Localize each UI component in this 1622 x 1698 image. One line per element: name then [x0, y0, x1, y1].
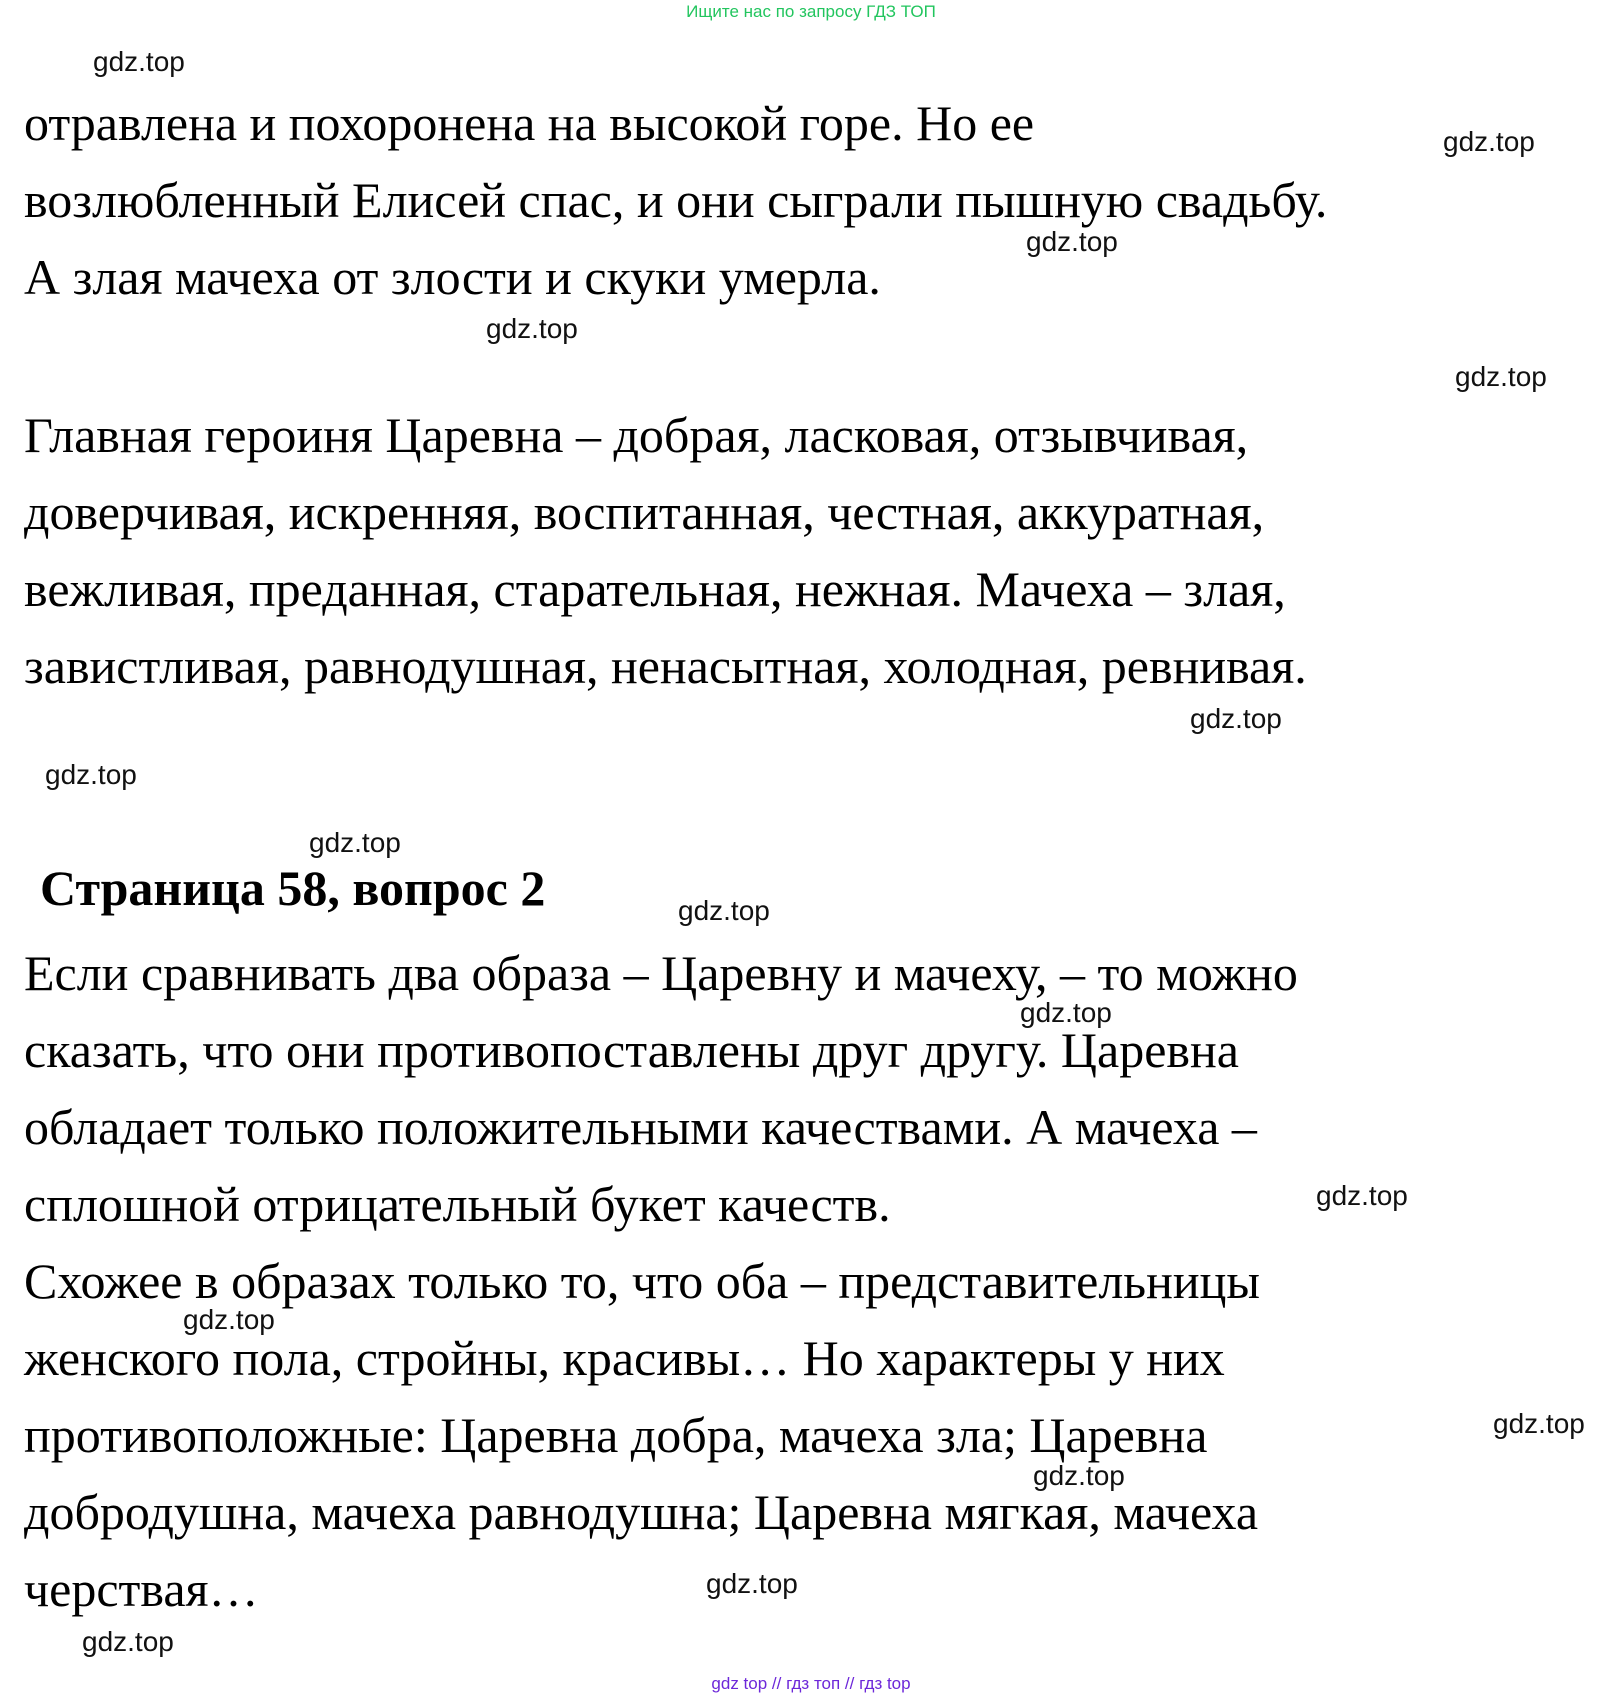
watermark: gdz.top: [486, 313, 578, 344]
watermark: gdz.top: [1190, 703, 1282, 734]
watermark: gdz.top: [309, 827, 401, 858]
paragraph-comparison: [24, 935, 1614, 1628]
paragraph-story-ending: [24, 85, 1614, 316]
watermark: gdz.top: [678, 895, 770, 926]
paragraph-characters: [24, 397, 1614, 705]
text-line: Схожее в образах только то, что оба – представительницы: [24, 1253, 1260, 1309]
text-line: доверчивая, искренняя, воспитанная, честная, аккуратная,: [24, 484, 1265, 540]
text-line: отравлена и похоронена на высокой горе. Но ее: [24, 95, 1035, 151]
watermark: gdz.top: [82, 1626, 174, 1657]
text-line: Главная героиня Царевна – добрая, ласковая, отзывчивая,: [24, 407, 1249, 463]
text-line: сплошной отрицательный букет качеств.: [24, 1176, 891, 1232]
watermark: gdz.top: [93, 46, 185, 77]
text-line: завистливая, равнодушная, ненасытная, холодная, ревнивая.: [24, 638, 1307, 694]
text-line: обладает только положительными качествами. А мачеха –: [24, 1099, 1257, 1155]
text-line: женского пола, стройны, красивы… Но характеры у них: [24, 1330, 1225, 1386]
text-line: сказать, что они противопоставлены друг другу. Царевна: [24, 1022, 1239, 1078]
section-heading: Страница 58, вопрос 2: [40, 860, 546, 916]
watermark: gdz.top: [45, 759, 137, 790]
text-line: противоположные: Царевна добра, мачеха зла; Царевна: [24, 1407, 1208, 1463]
text-line: А злая мачеха от злости и скуки умерла.: [24, 249, 881, 305]
text-line: добродушна, мачеха равнодушна; Царевна мягкая, мачеха: [24, 1484, 1259, 1540]
footer-links: gdz top // гдз топ // гдз top: [711, 1674, 911, 1693]
text-line: Если сравнивать два образа – Царевну и мачеху, – то можно: [24, 945, 1298, 1001]
text-line: вежливая, преданная, старательная, нежная. Мачеха – злая,: [24, 561, 1286, 617]
watermark: gdz.top: [1455, 361, 1547, 392]
top-banner: Ищите нас по запросу ГДЗ ТОП: [686, 2, 936, 21]
watermark: gdz.top: [1020, 997, 1112, 1028]
watermark: gdz.top: [1026, 226, 1118, 257]
watermark: gdz.top: [1443, 126, 1535, 157]
text-line: черствая…: [24, 1561, 259, 1617]
watermark: gdz.top: [1033, 1460, 1125, 1491]
watermark: gdz.top: [706, 1568, 798, 1599]
watermark: gdz.top: [183, 1304, 275, 1335]
watermark: gdz.top: [1493, 1408, 1585, 1439]
watermark: gdz.top: [1316, 1180, 1408, 1211]
text-line: возлюбленный Елисей спас, и они сыграли пышную свадьбу.: [24, 172, 1328, 228]
